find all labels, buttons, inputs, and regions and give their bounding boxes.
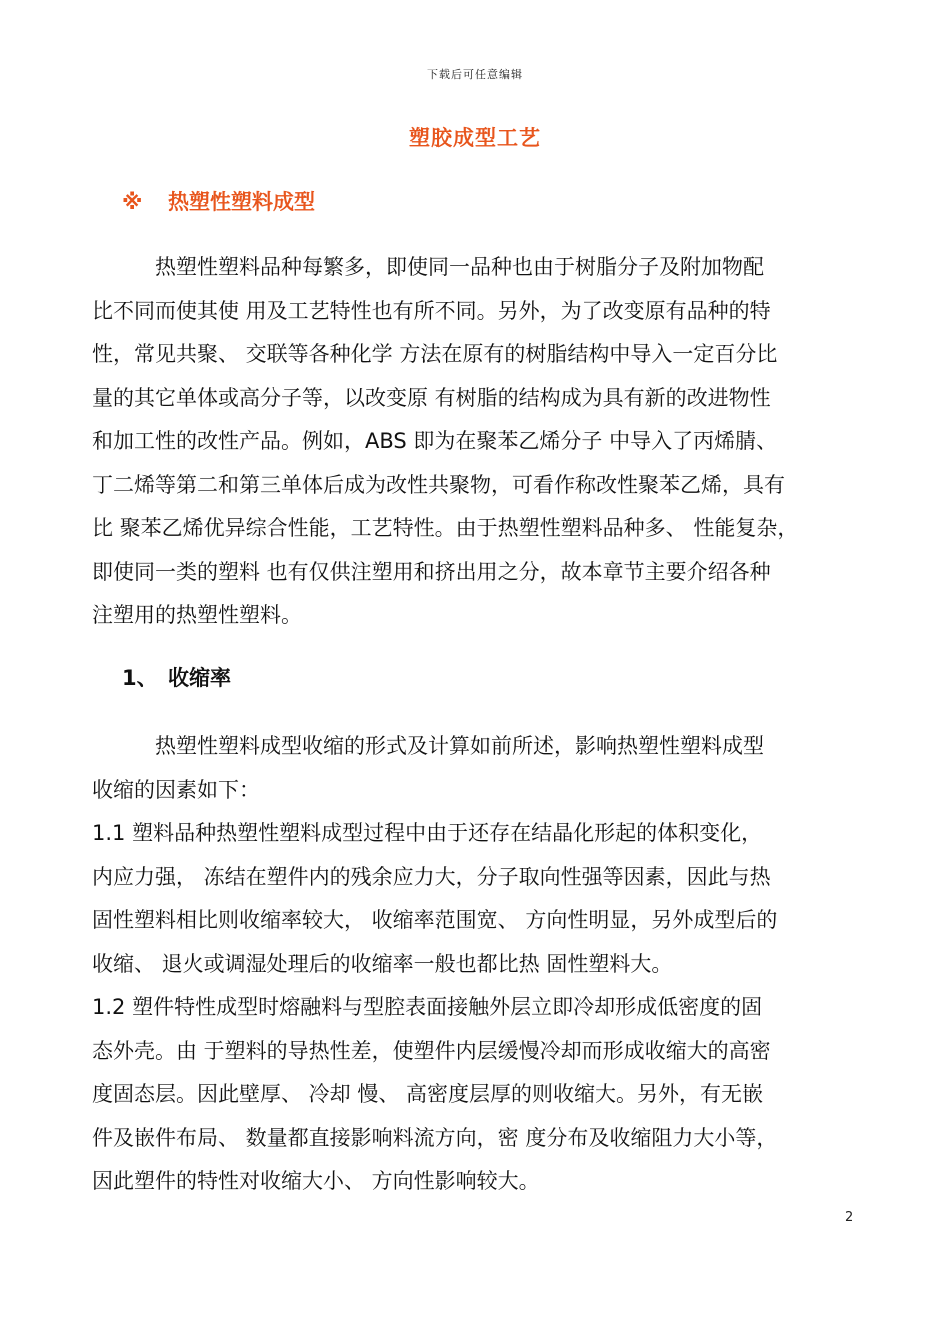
paragraph-line: 收缩、 退火或调湿处理后的收缩率一般也都比热 固性塑料大。: [92, 951, 673, 976]
subsection-heading: [122, 662, 231, 692]
paragraph-line: 即使同一类的塑料 也有仅供注塑用和挤出用之分，故本章节主要介绍各种: [92, 559, 771, 584]
paragraph-line: 1.1 塑料品种热塑性塑料成型过程中由于还存在结晶化形起的体积变化，: [92, 821, 763, 845]
paragraph-line: 量的其它单体或高分子等，以改变原 有树脂的结构成为具有新的改进物性: [92, 385, 771, 410]
paragraph-line: 固性塑料相比则收缩率较大， 收缩率范围宽、 方向性明显，另外成型后的: [92, 908, 778, 932]
document-title: 塑胶成型工艺: [409, 126, 541, 150]
paragraph-line: 态外壳。由 于塑料的导热性差，使塑件内层缓慢冷却而形成收缩大的高密: [92, 1038, 771, 1063]
paragraph-line: 度固态层。因此壁厚、 冷却 慢、 高密度层厚的则收缩大。另外，有无嵌: [92, 1082, 764, 1106]
page-number: 2: [845, 1210, 854, 1225]
paragraph-line: 比 聚苯乙烯优异综合性能，工艺特性。由于热塑性塑料品种多、 性能复杂，: [92, 516, 799, 540]
header-note: 下载后可任意编辑: [427, 68, 523, 81]
section-heading-text: 热塑性塑料成型: [168, 190, 315, 214]
paragraph-line: 热塑性塑料品种每繁多，即使同一品种也由于树脂分子及附加物配: [92, 255, 764, 279]
shrinkage-item-1-1: [92, 812, 872, 986]
subsection-number: 1、: [122, 666, 158, 690]
subsection-heading-text: 收缩率: [168, 666, 231, 690]
paragraph-line: 因此塑件的特性对收缩大小、 方向性影响较大。: [92, 1169, 540, 1193]
paragraph-line: 1.2 塑件特性成型时熔融料与型腔表面接触外层立即冷却形成低密度的固: [92, 995, 763, 1019]
shrinkage-item-1-2: [92, 986, 872, 1204]
reference-mark-icon: ※: [122, 190, 143, 214]
section-heading: [122, 186, 315, 216]
paragraph-line: 和加工性的改性产品。例如，ABS 即为在聚苯乙烯分子 中导入了丙烯腈、: [92, 429, 778, 453]
paragraph-line: 丁二烯等第二和第三单体后成为改性共聚物，可看作称改性聚苯乙烯，具有: [92, 472, 785, 497]
paragraph-line: 热塑性塑料成型收缩的形式及计算如前所述，影响热塑性塑料成型: [92, 734, 764, 758]
paragraph-line: 比不同而使其使 用及工艺特性也有所不同。另外，为了改变原有品种的特: [92, 298, 771, 323]
paragraph-line: 性，常见共聚、 交联等各种化学 方法在原有的树脂结构中导入一定百分比: [92, 342, 778, 366]
paragraph-line: 注塑用的热塑性塑料。: [92, 603, 302, 627]
paragraph-line: 内应力强， 冻结在塑件内的残余应力大，分子取向性强等因素，因此与热: [92, 864, 771, 889]
paragraph-line: 收缩的因素如下：: [92, 777, 260, 802]
intro-paragraph: [92, 246, 872, 638]
shrinkage-intro-paragraph: [92, 725, 872, 812]
paragraph-line: 件及嵌件布局、 数量都直接影响料流方向，密 度分布及收缩阻力大小等，: [92, 1125, 778, 1150]
